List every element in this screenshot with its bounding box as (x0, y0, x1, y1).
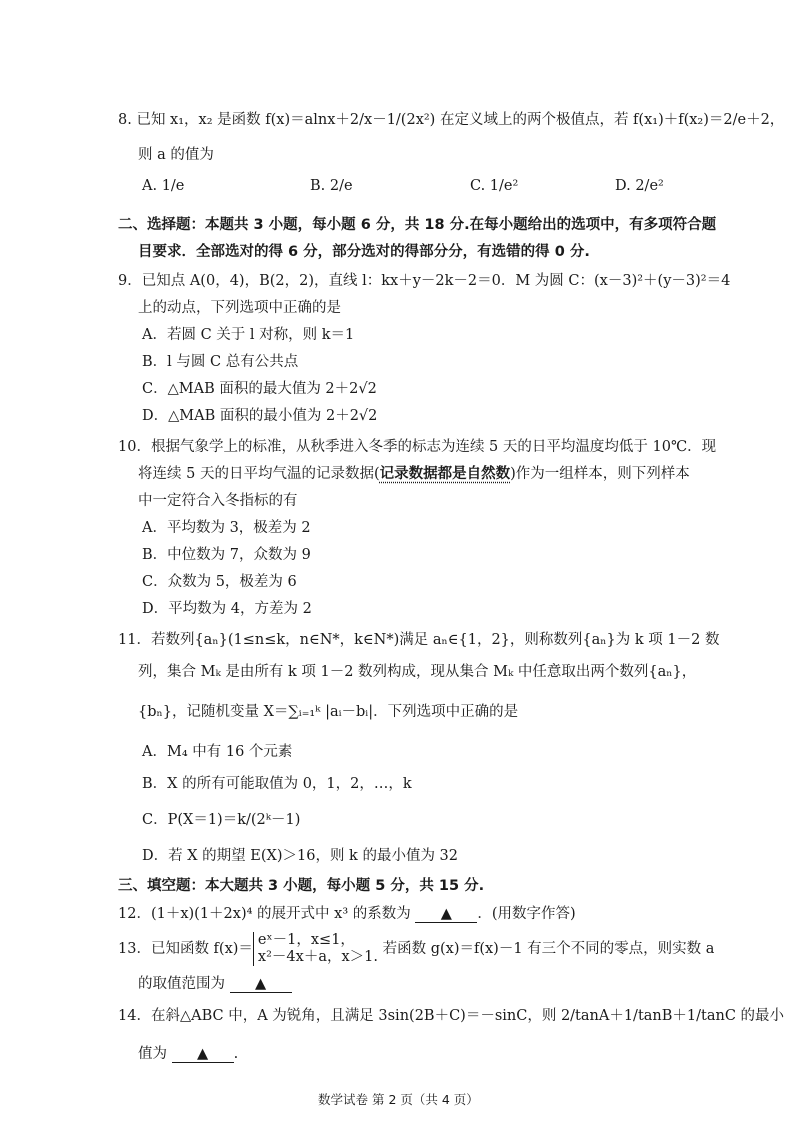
q12-tail: ．(用数字作答) (477, 906, 576, 922)
q13-condition: 若函数 g(x)＝f(x)－1 有三个不同的零点，则实数 a (382, 941, 715, 957)
q12-answer-blank[interactable]: ▲ (415, 906, 477, 923)
q8-stem-line1: 8. 已知 x₁，x₂ 是函数 f(x)＝alnx＋2/x－1/(2x²) 在定义域上的两个极值点，若 f(x₁)＋f(x₂)＝2/e＋2， (118, 112, 785, 128)
q11-option-a: A．M₄ 中有 16 个元素 (142, 744, 293, 760)
q10-option-d: D．平均数为 4，方差为 2 (142, 601, 312, 617)
section2-heading-line1: 二、选择题：本题共 3 小题，每小题 6 分，共 18 分.在每小题给出的选项中，有多项符合题 (118, 217, 717, 233)
q9-option-a: A．若圆 C 关于 l 对称，则 k＝1 (142, 327, 355, 343)
q10-stem-line1: 10．根据气象学上的标准，从秋季进入冬季的标志为连续 5 天的日平均温度均低于 10℃．现 (118, 439, 717, 455)
q13-prompt: 的取值范围为 (138, 976, 225, 992)
page-footer: 数学试卷 第 2 页（共 4 页） (318, 1092, 479, 1107)
q10-stem-line2-start: 将连续 5 天的日平均气温的记录数据( (138, 466, 380, 482)
q10-stem-line3: 中一定符合入冬指标的有 (138, 493, 298, 509)
section3-heading: 三、填空题：本大题共 3 小题，每小题 5 分，共 15 分. (118, 878, 485, 894)
q8-option-d: D. 2/e² (615, 178, 664, 194)
q8-option-c: C. 1/e² (470, 178, 519, 194)
q10-option-a: A．平均数为 3，极差为 2 (142, 520, 311, 536)
q13-piecewise (253, 932, 378, 966)
q11-option-d: D．若 X 的期望 E(X)＞16，则 k 的最小值为 32 (142, 848, 459, 864)
q13-case1: eˣ－1，x≤1， (257, 932, 355, 948)
q14-stem-line2 (138, 1042, 238, 1063)
q14-answer-blank[interactable]: ▲ (172, 1046, 234, 1063)
q9-stem-line2: 上的动点，下列选项中正确的是 (138, 300, 341, 316)
q13-lead: 13．已知函数 f(x)＝ (118, 941, 253, 957)
q9-stem-line1: 9．已知点 A(0，4)，B(2，2)，直线 l：kx＋y－2k－2＝0．M 为圆 C：(x－3)²＋(y－3)²＝4 (118, 273, 731, 289)
q11-stem-line3: {bₙ}，记随机变量 X＝∑ᵢ₌₁ᵏ |aᵢ－bᵢ|．下列选项中正确的是 (138, 704, 519, 720)
q13-case2: x²－4x＋a，x＞1. (257, 949, 378, 965)
q8-option-b: B. 2/e (310, 178, 353, 194)
q10-stem-line2 (138, 462, 690, 483)
q11-stem-line2: 列，集合 Mₖ 是由所有 k 项 1－2 数列构成，现从集合 Mₖ 中任意取出两个数列{aₙ}， (138, 664, 697, 680)
q8-stem-line2: 则 a 的值为 (138, 147, 214, 163)
q13-stem-line2 (138, 972, 292, 993)
q9-option-d: D．△MAB 面积的最小值为 2＋2√2 (142, 408, 378, 424)
q11-option-c: C．P(X＝1)＝k/(2ᵏ－1) (142, 812, 301, 828)
q14-tail: . (233, 1046, 239, 1062)
q10-option-b: B．中位数为 7，众数为 9 (142, 547, 311, 563)
q11-option-b: B．X 的所有可能取值为 0，1，2，…，k (142, 776, 412, 792)
section2-heading-line2: 目要求．全部选对的得 6 分，部分选对的得部分分，有选错的得 0 分. (138, 244, 590, 260)
q9-option-c: C．△MAB 面积的最大值为 2＋2√2 (142, 381, 377, 397)
q13-stem-line1 (118, 932, 714, 966)
q13-answer-blank[interactable]: ▲ (230, 976, 292, 993)
q11-stem-line1: 11．若数列{aₙ}(1≤n≤k，n∈N*，k∈N*)满足 aₙ∈{1，2}，则称数列{aₙ}为 k 项 1－2 数 (118, 632, 720, 648)
q12-text: 12．(1＋x)(1＋2x)⁴ 的展开式中 x³ 的系数为 (118, 906, 411, 922)
q8-option-a: A. 1/e (142, 178, 185, 194)
q14-stem-line1: 14．在斜△ABC 中，A 为锐角，且满足 3sin(2B＋C)＝－sinC，则 2/tanA＋1/tanB＋1/tanC 的最小 (118, 1008, 785, 1024)
q14-prompt: 值为 (138, 1046, 167, 1062)
q10-stem-line2-end: )作为一组样本，则下列样本 (510, 466, 690, 482)
q9-option-b: B．l 与圆 C 总有公共点 (142, 354, 299, 370)
q10-emphasis: 记录数据都是自然数 (379, 466, 511, 482)
q10-option-c: C．众数为 5，极差为 6 (142, 574, 297, 590)
q12-stem (118, 902, 576, 923)
